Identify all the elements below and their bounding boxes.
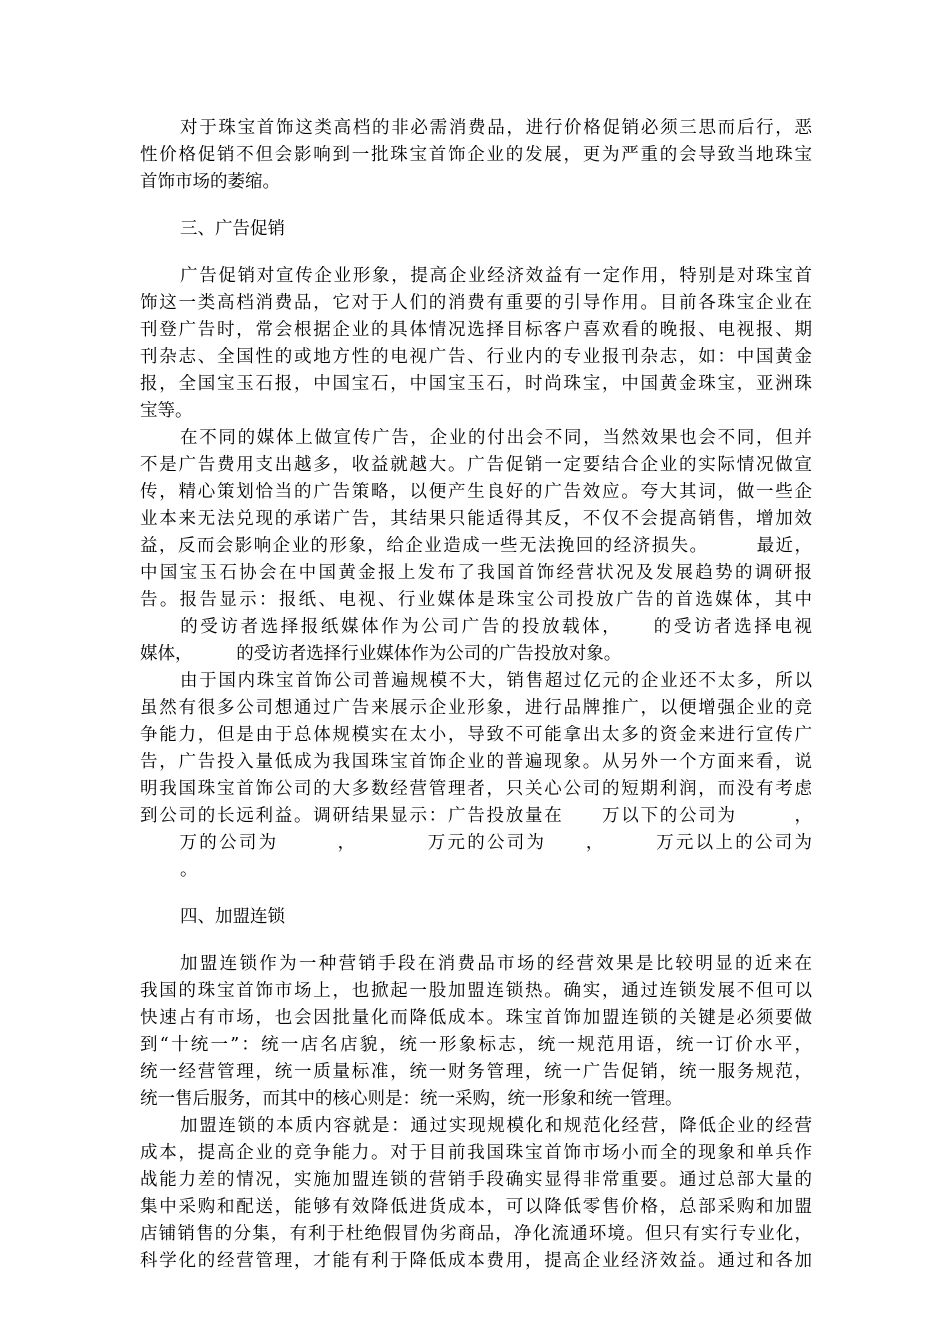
text-line: 传，精心策划恰当的广告策略，以便产生良好的广告效应。夸大其词，做一些企	[140, 482, 812, 502]
text-line: 的受访者选择报纸媒体作为公司广告的投放载体， 的受访者选择电视	[140, 617, 812, 637]
text-line: 万的公司为 ， 万元的公司为 ， 万元以上的公司为	[140, 833, 812, 853]
text-line: 加盟连锁的本质内容就是：通过实现规模化和规范化经营，降低企业的经营	[180, 1116, 812, 1136]
text-line: 不是广告费用支出越多，收益就越大。广告促销一定要结合企业的实际情况做宣	[140, 455, 812, 475]
text-line: 统一经营管理，统一质量标准，统一财务管理，统一广告促销，统一服务规范，	[140, 1062, 812, 1082]
text-line: 科学化的经营管理，才能有利于降低成本费用，提高企业经济效益。通过和各加	[140, 1251, 812, 1271]
text-line: 宝等。	[140, 401, 193, 421]
text-line: 明我国珠宝首饰公司的大多数经营管理者，只关心公司的短期利润，而没有考虑	[140, 779, 812, 799]
text-line: 由于国内珠宝首饰公司普遍规模不大，销售超过亿元的企业还不太多，所以	[180, 671, 812, 691]
text-line: 虽然有很多公司想通过广告来展示企业形象，进行品牌推广，以便增强企业的竞	[140, 698, 812, 718]
text-line: 益，反而会影响企业的形象，给企业造成一些无法挽回的经济损失。 最近，	[140, 536, 812, 556]
text-line: 性价格促销不但会影响到一批珠宝首饰企业的发展，更为严重的会导致当地珠宝	[140, 145, 812, 165]
text-line: 争能力，但是由于总体规模实在太小，导致不可能拿出太多的资金来进行宣传广	[140, 725, 812, 745]
text-line: 媒体， 的受访者选择行业媒体作为公司的广告投放对象。	[140, 644, 622, 664]
text-line: 集中采购和配送，能够有效降低进货成本，可以降低零售价格，总部采购和加盟	[140, 1197, 812, 1217]
text-line: 成本，提高企业的竞争能力。对于目前我国珠宝首饰市场小而全的现象和单兵作	[140, 1143, 812, 1163]
text-line: 到公司的长远利益。调研结果显示：广告投放量在 万以下的公司为 ，	[140, 806, 812, 826]
text-line: 统一售后服务，而其中的核心则是：统一采购，统一形象和统一管理。	[140, 1089, 683, 1109]
text-line: 战能力差的情况，实施加盟连锁的营销手段确实显得非常重要。通过总部大量的	[140, 1170, 812, 1190]
text-line: 店铺销售的分集，有利于杜绝假冒伪劣商品，净化流通环境。但只有实行专业化，	[140, 1224, 812, 1244]
text-line: 加盟连锁作为一种营销手段在消费品市场的经营效果是比较明显的近来在	[180, 954, 812, 974]
text-line: 中国宝玉石协会在中国黄金报上发布了我国首饰经营状况及发展趋势的调研报	[140, 563, 812, 583]
text-line: 在不同的媒体上做宣传广告，企业的付出会不同，当然效果也会不同，但并	[180, 428, 812, 448]
text-line: 快速占有市场，也会因批量化而降低成本。珠宝首饰加盟连锁的关键是必须要做	[140, 1008, 812, 1028]
text-line: 到“十统一”：统一店名店貌，统一形象标志，统一规范用语，统一订价水平，	[140, 1035, 812, 1055]
text-line: 业本来无法兑现的承诺广告，其结果只能适得其反，不仅不会提高销售，增加效	[140, 509, 812, 529]
text-line: 饰这一类高档消费品，它对于人们的消费有重要的引导作用。目前各珠宝企业在	[140, 293, 812, 313]
text-line: 告，广告投入量低成为我国珠宝首饰企业的普遍现象。从另外一个方面来看，说	[140, 752, 812, 772]
text-line: 。	[180, 860, 198, 880]
text-line: 我国的珠宝首饰市场上，也掀起一股加盟连锁热。确实，通过连锁发展不但可以	[140, 981, 812, 1001]
text-line: 广告促销对宣传企业形象，提高企业经济效益有一定作用，特别是对珠宝首	[180, 266, 812, 286]
text-line: 告。报告显示：报纸、电视、行业媒体是珠宝公司投放广告的首选媒体，其中	[140, 590, 812, 610]
text-line: 对于珠宝首饰这类高档的非必需消费品，进行价格促销必须三思而后行，恶	[180, 118, 812, 138]
section-heading: 四、加盟连锁	[180, 907, 285, 927]
section-heading: 三、广告促销	[180, 219, 285, 239]
text-line: 报，全国宝玉石报，中国宝石，中国宝玉石，时尚珠宝，中国黄金珠宝，亚洲珠	[140, 374, 812, 394]
text-line: 刊杂志、全国性的或地方性的电视广告、行业内的专业报刊杂志，如：中国黄金	[140, 347, 812, 367]
text-line: 首饰市场的萎缩。	[140, 172, 280, 192]
text-line: 刊登广告时，常会根据企业的具体情况选择目标客户喜欢看的晚报、电视报、期	[140, 320, 812, 340]
